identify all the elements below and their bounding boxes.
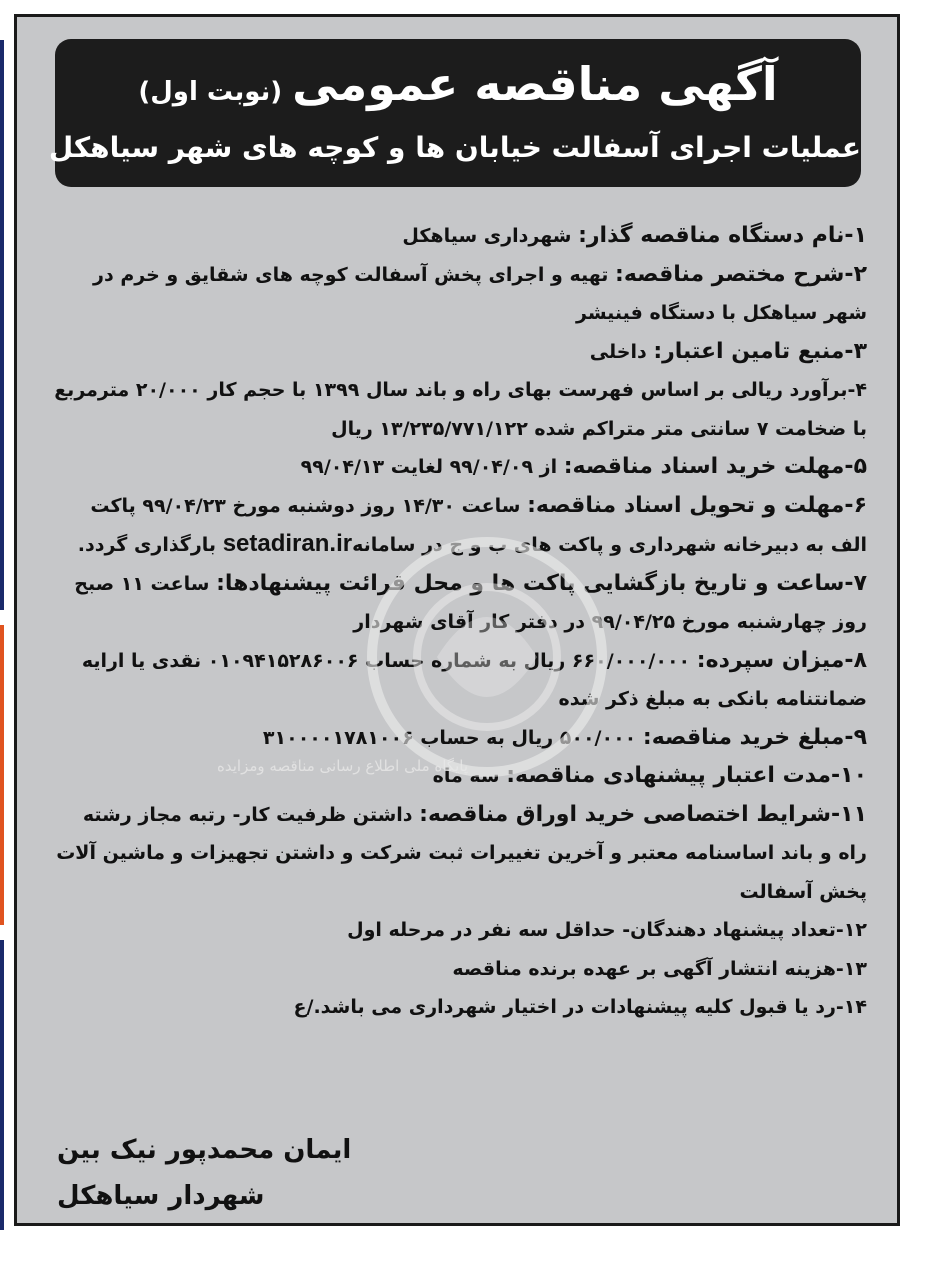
item-label: ۳-منبع تامین اعتبار: [653, 338, 867, 364]
item-label: ۸-میزان سپرده: [696, 647, 867, 673]
left-edge-strip [0, 940, 4, 1230]
notice-frame [14, 14, 900, 1226]
item-label: ۶-مهلت و تحویل اسناد مناقصه: [527, 492, 867, 518]
item-label: ۱-نام دستگاه مناقصه گذار: [578, 223, 867, 248]
notice-round-tag: (نوبت اول) [138, 77, 283, 107]
item-text: از ۹۹/۰۴/۰۹ لغایت ۹۹/۰۴/۱۳ [300, 456, 564, 478]
item-label: ۲-شرح مختصر مناقصه: [615, 261, 867, 287]
item-text: ساعت ۱۴/۳۰ روز دوشنبه مورخ ۹۹/۰۴/۲۳ پاکت الف به دبیرخانه شهرداری و پاکت های ب و ج در سامانه [90, 494, 867, 556]
item-text: ۶۶۰/۰۰۰/۰۰۰ ریال به شماره حساب ۰۱۰۹۴۱۵۲۸۶۰۰۶ نقدی یا ارایه ضمانتنامه بانکی به مبلغ ذکر شده [81, 649, 867, 710]
setadiran-url: setadiran.ir [222, 530, 353, 557]
item-text: ساعت ۱۱ صبح روز چهارشنبه مورخ ۹۹/۰۴/۲۵ در دفتر کار آقای شهردار [74, 572, 867, 633]
notice-item [49, 256, 867, 333]
item-text: داخلی [589, 340, 654, 363]
notice-header [48, 39, 861, 187]
item-text: ۱۴-رد یا قبول کلیه پیشنهادات در اختیار شهرداری می باشد./ع [293, 996, 867, 1018]
left-edge-strip [0, 625, 4, 925]
item-text: سه ماه [432, 765, 507, 787]
signer-role: شهردار سیاهکل [57, 1181, 265, 1211]
notice-item [49, 333, 867, 372]
notice-item [49, 642, 867, 719]
title-line [55, 57, 861, 111]
notice-item [49, 217, 867, 256]
notice-item [49, 719, 867, 758]
item-label: ۱۰-مدت اعتبار پیشنهادی مناقصه: [506, 763, 867, 788]
notice-item [49, 448, 867, 487]
item-text: بارگذاری گردد. [77, 534, 223, 556]
watermark-text: پایگاه ملی اطلاع رسانی مناقصه ومزایده [217, 757, 469, 775]
item-text: تهیه و اجرای پخش آسفالت کوچه های شقایق و خرم در شهر سیاهکل با دستگاه فینیشر [93, 263, 867, 324]
notice-item [49, 487, 867, 565]
notice-item [49, 371, 867, 448]
item-label: ۱۱-شرایط اختصاصی خرید اوراق مناقصه: [419, 801, 867, 827]
item-label: ۹-مبلغ خرید مناقصه: [642, 724, 867, 750]
notice-subtitle: عملیات اجرای آسفالت خیابان ها و کوچه های شهر سیاهکل [48, 131, 861, 164]
item-label: ۷-ساعت و تاریخ بازگشایی پاکت ها و محل قرائت پیشنهادها: [216, 570, 867, 596]
notice-body [49, 217, 867, 1027]
signer-name: ایمان محمدپور نیک بین [57, 1135, 352, 1165]
item-text: ۴-برآورد ریالی بر اساس فهرست بهای راه و باند سال ۱۳۹۹ با حجم کار ۲۰/۰۰۰ مترمربع با ضخامت ۷ سانتی متر متراکم شده ۱۳/۲۳۵/۷۷۱/۱۲۲ ریال [54, 379, 867, 440]
notice-item [49, 988, 867, 1027]
item-text: شهرداری سیاهکل [402, 225, 579, 247]
item-text: ۵۰۰/۰۰۰ ریال به حساب ۳۱۰۰۰۰۱۷۸۱۰۰۶ [262, 726, 643, 749]
signature-block [57, 1127, 457, 1219]
item-text: ۱۲-تعداد پیشنهاد دهندگان- حداقل سه نفر در مرحله اول [347, 919, 867, 941]
notice-item [49, 796, 867, 912]
notice-title: آگهی مناقصه عمومی [292, 57, 778, 111]
left-edge-strip [0, 40, 4, 610]
notice-item [49, 911, 867, 950]
item-text: داشتن ظرفیت کار- رتبه مجاز رشته راه و باند اساسنامه معتبر و آخرین تغییرات ثبت شرکت و داشتن تجهیزات و ماشین آلات پخش آسفالت [56, 803, 867, 903]
item-label: ۵-مهلت خرید اسناد مناقصه: [563, 454, 867, 479]
item-text: ۱۳-هزینه انتشار آگهی بر عهده برنده مناقصه [452, 957, 867, 980]
notice-item [49, 950, 867, 989]
notice-item [49, 565, 867, 642]
